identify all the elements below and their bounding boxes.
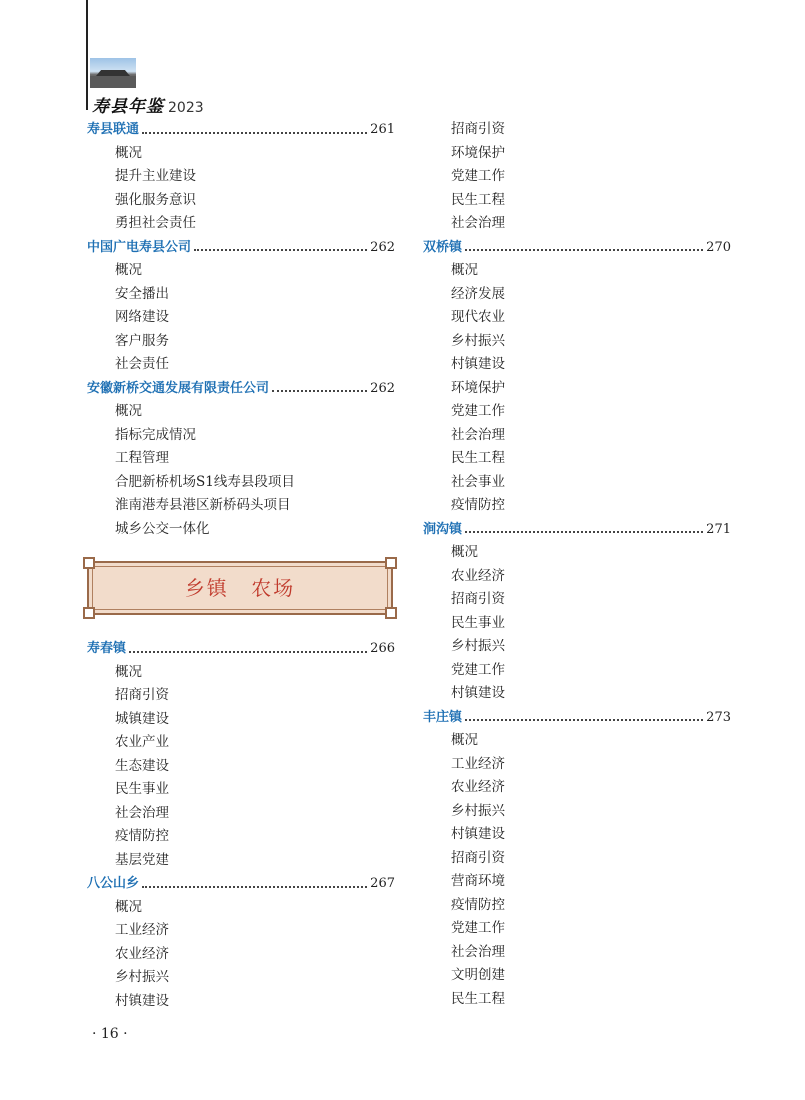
toc-subitem[interactable]: 招商引资 [115,687,169,703]
dot-leader [465,249,703,251]
toc-subitem[interactable]: 党建工作 [451,920,505,936]
toc-section-entry[interactable] [423,236,731,260]
header-vertical-rule [86,0,88,110]
toc-subitem[interactable]: 农业经济 [451,779,505,795]
toc-subitem[interactable]: 招商引资 [451,849,505,866]
toc-subitem[interactable]: 民生事业 [115,781,169,797]
yearbook-year: 2023 [168,100,204,116]
toc-section-entry[interactable] [87,236,395,260]
toc-subitem[interactable]: 工业经济 [115,922,169,938]
toc-subitem[interactable]: 社会治理 [451,943,505,960]
dot-leader [194,249,367,251]
toc-subitem[interactable]: 社会事业 [451,473,505,490]
toc-section-entry[interactable] [423,518,731,542]
section-title: 寿县联通 [87,122,140,137]
toc-subitem[interactable]: 村镇建设 [451,685,505,701]
toc-subitem[interactable]: 乡村振兴 [451,802,505,819]
toc-subitem[interactable]: 指标完成情况 [115,426,196,443]
section-page-number: 262 [370,380,395,396]
dot-leader [272,390,367,392]
toc-subitem[interactable]: 概况 [451,544,478,560]
toc-subitem[interactable]: 城镇建设 [115,710,169,727]
toc-subitem[interactable]: 网络建设 [115,309,169,325]
toc-subitem[interactable]: 疫情防控 [451,896,505,913]
dot-leader [142,886,367,888]
toc-right-column [423,118,731,1011]
dot-leader [465,719,703,721]
section-page-number: 261 [370,122,395,137]
toc-subitem[interactable]: 村镇建设 [451,356,505,372]
toc-subitem[interactable]: 勇担社会责任 [115,215,196,231]
section-title: 丰庄镇 [423,709,463,725]
section-page-number: 270 [706,239,731,255]
section-page-number: 273 [706,709,731,725]
toc-subitem[interactable]: 乡村振兴 [451,638,505,654]
toc-subitem[interactable]: 强化服务意识 [115,191,196,208]
toc-subitem[interactable]: 概况 [451,262,478,278]
toc-subitem[interactable]: 概况 [115,144,142,161]
yearbook-logo: 寿县年鉴 [92,97,164,117]
toc-subitem[interactable]: 概况 [115,663,142,680]
toc-section-entry[interactable] [87,377,395,401]
chapter-title: 乡镇 农场 [184,576,296,600]
toc-subitem[interactable]: 民生工程 [451,450,505,466]
section-title: 双桥镇 [423,239,463,255]
section-page-number: 266 [370,641,395,656]
toc-subitem[interactable]: 乡村振兴 [451,332,505,349]
toc-section-entry[interactable] [87,872,395,896]
section-page-number: 267 [370,876,395,891]
toc-subitem[interactable]: 淮南港寿县港区新桥码头项目 [115,497,291,513]
toc-subitem[interactable]: 工程管理 [115,450,169,466]
chapter-banner [87,561,393,615]
header-photo-wall [90,76,136,88]
toc-subitem[interactable]: 生态建设 [115,757,169,774]
toc-subitem[interactable]: 合肥新桥机场S1线寿县段项目 [115,473,295,490]
section-title: 八公山乡 [87,876,140,891]
toc-subitem[interactable]: 社会治理 [451,426,505,443]
toc-subitem[interactable]: 客户服务 [115,332,169,349]
toc-subitem[interactable]: 农业经济 [451,567,505,584]
toc-subitem[interactable]: 概况 [115,403,142,419]
toc-subitem[interactable]: 农业产业 [115,734,169,750]
toc-section-entry[interactable] [87,637,395,661]
toc-subitem[interactable]: 党建工作 [451,403,505,419]
toc-subitem[interactable]: 招商引资 [451,121,505,137]
section-page-number: 271 [706,521,731,537]
page-number: · 16 · [92,1026,128,1042]
section-page-number: 262 [370,239,395,255]
toc-subitem[interactable]: 概况 [115,898,142,915]
toc-subitem[interactable]: 民生事业 [451,614,505,631]
toc-subitem[interactable]: 村镇建设 [115,992,169,1009]
toc-subitem[interactable]: 招商引资 [451,591,505,607]
section-title: 寿春镇 [87,641,127,656]
toc-subitem[interactable]: 基层党建 [115,851,169,868]
header-photo [90,58,136,88]
toc-left-column [87,118,395,1013]
toc-section-entry[interactable] [423,706,731,730]
toc-subitem[interactable]: 农业经济 [115,945,169,962]
toc-subitem[interactable]: 概况 [115,262,142,278]
toc-section-entry[interactable] [87,118,395,142]
toc-subitem[interactable]: 提升主业建设 [115,168,196,184]
section-title: 安徽新桥交通发展有限责任公司 [87,380,270,396]
toc-subitem[interactable]: 环境保护 [451,144,505,161]
toc-subitem[interactable]: 概况 [451,732,478,748]
yearbook-header [92,92,204,117]
dot-leader [142,132,367,134]
toc-subitem[interactable]: 工业经济 [451,755,505,772]
dot-leader [465,531,703,533]
toc-subitem[interactable]: 疫情防控 [115,828,169,844]
toc-subitem[interactable]: 党建工作 [451,661,505,678]
toc-subitem[interactable]: 安全播出 [115,285,169,302]
toc-subitem[interactable]: 社会治理 [451,215,505,231]
toc-subitem[interactable]: 乡村振兴 [115,969,169,985]
toc-subitem[interactable]: 现代农业 [451,309,505,325]
toc-subitem[interactable]: 社会治理 [115,804,169,821]
toc-subitem[interactable]: 村镇建设 [451,826,505,842]
toc-subitem[interactable]: 文明创建 [451,967,505,983]
toc-subitem[interactable]: 民生工程 [451,990,505,1007]
section-title: 涧沟镇 [423,521,463,537]
toc-subitem[interactable]: 环境保护 [451,379,505,396]
toc-subitem[interactable]: 营商环境 [451,873,505,889]
toc-subitem[interactable]: 社会责任 [115,356,169,372]
toc-subitem[interactable]: 城乡公交一体化 [115,520,210,537]
dot-leader [129,651,367,653]
toc-subitem[interactable]: 党建工作 [451,168,505,184]
toc-subitem[interactable]: 经济发展 [451,285,505,302]
section-title: 中国广电寿县公司 [87,239,192,255]
toc-subitem[interactable]: 疫情防控 [451,497,505,513]
toc-subitem[interactable]: 民生工程 [451,191,505,208]
